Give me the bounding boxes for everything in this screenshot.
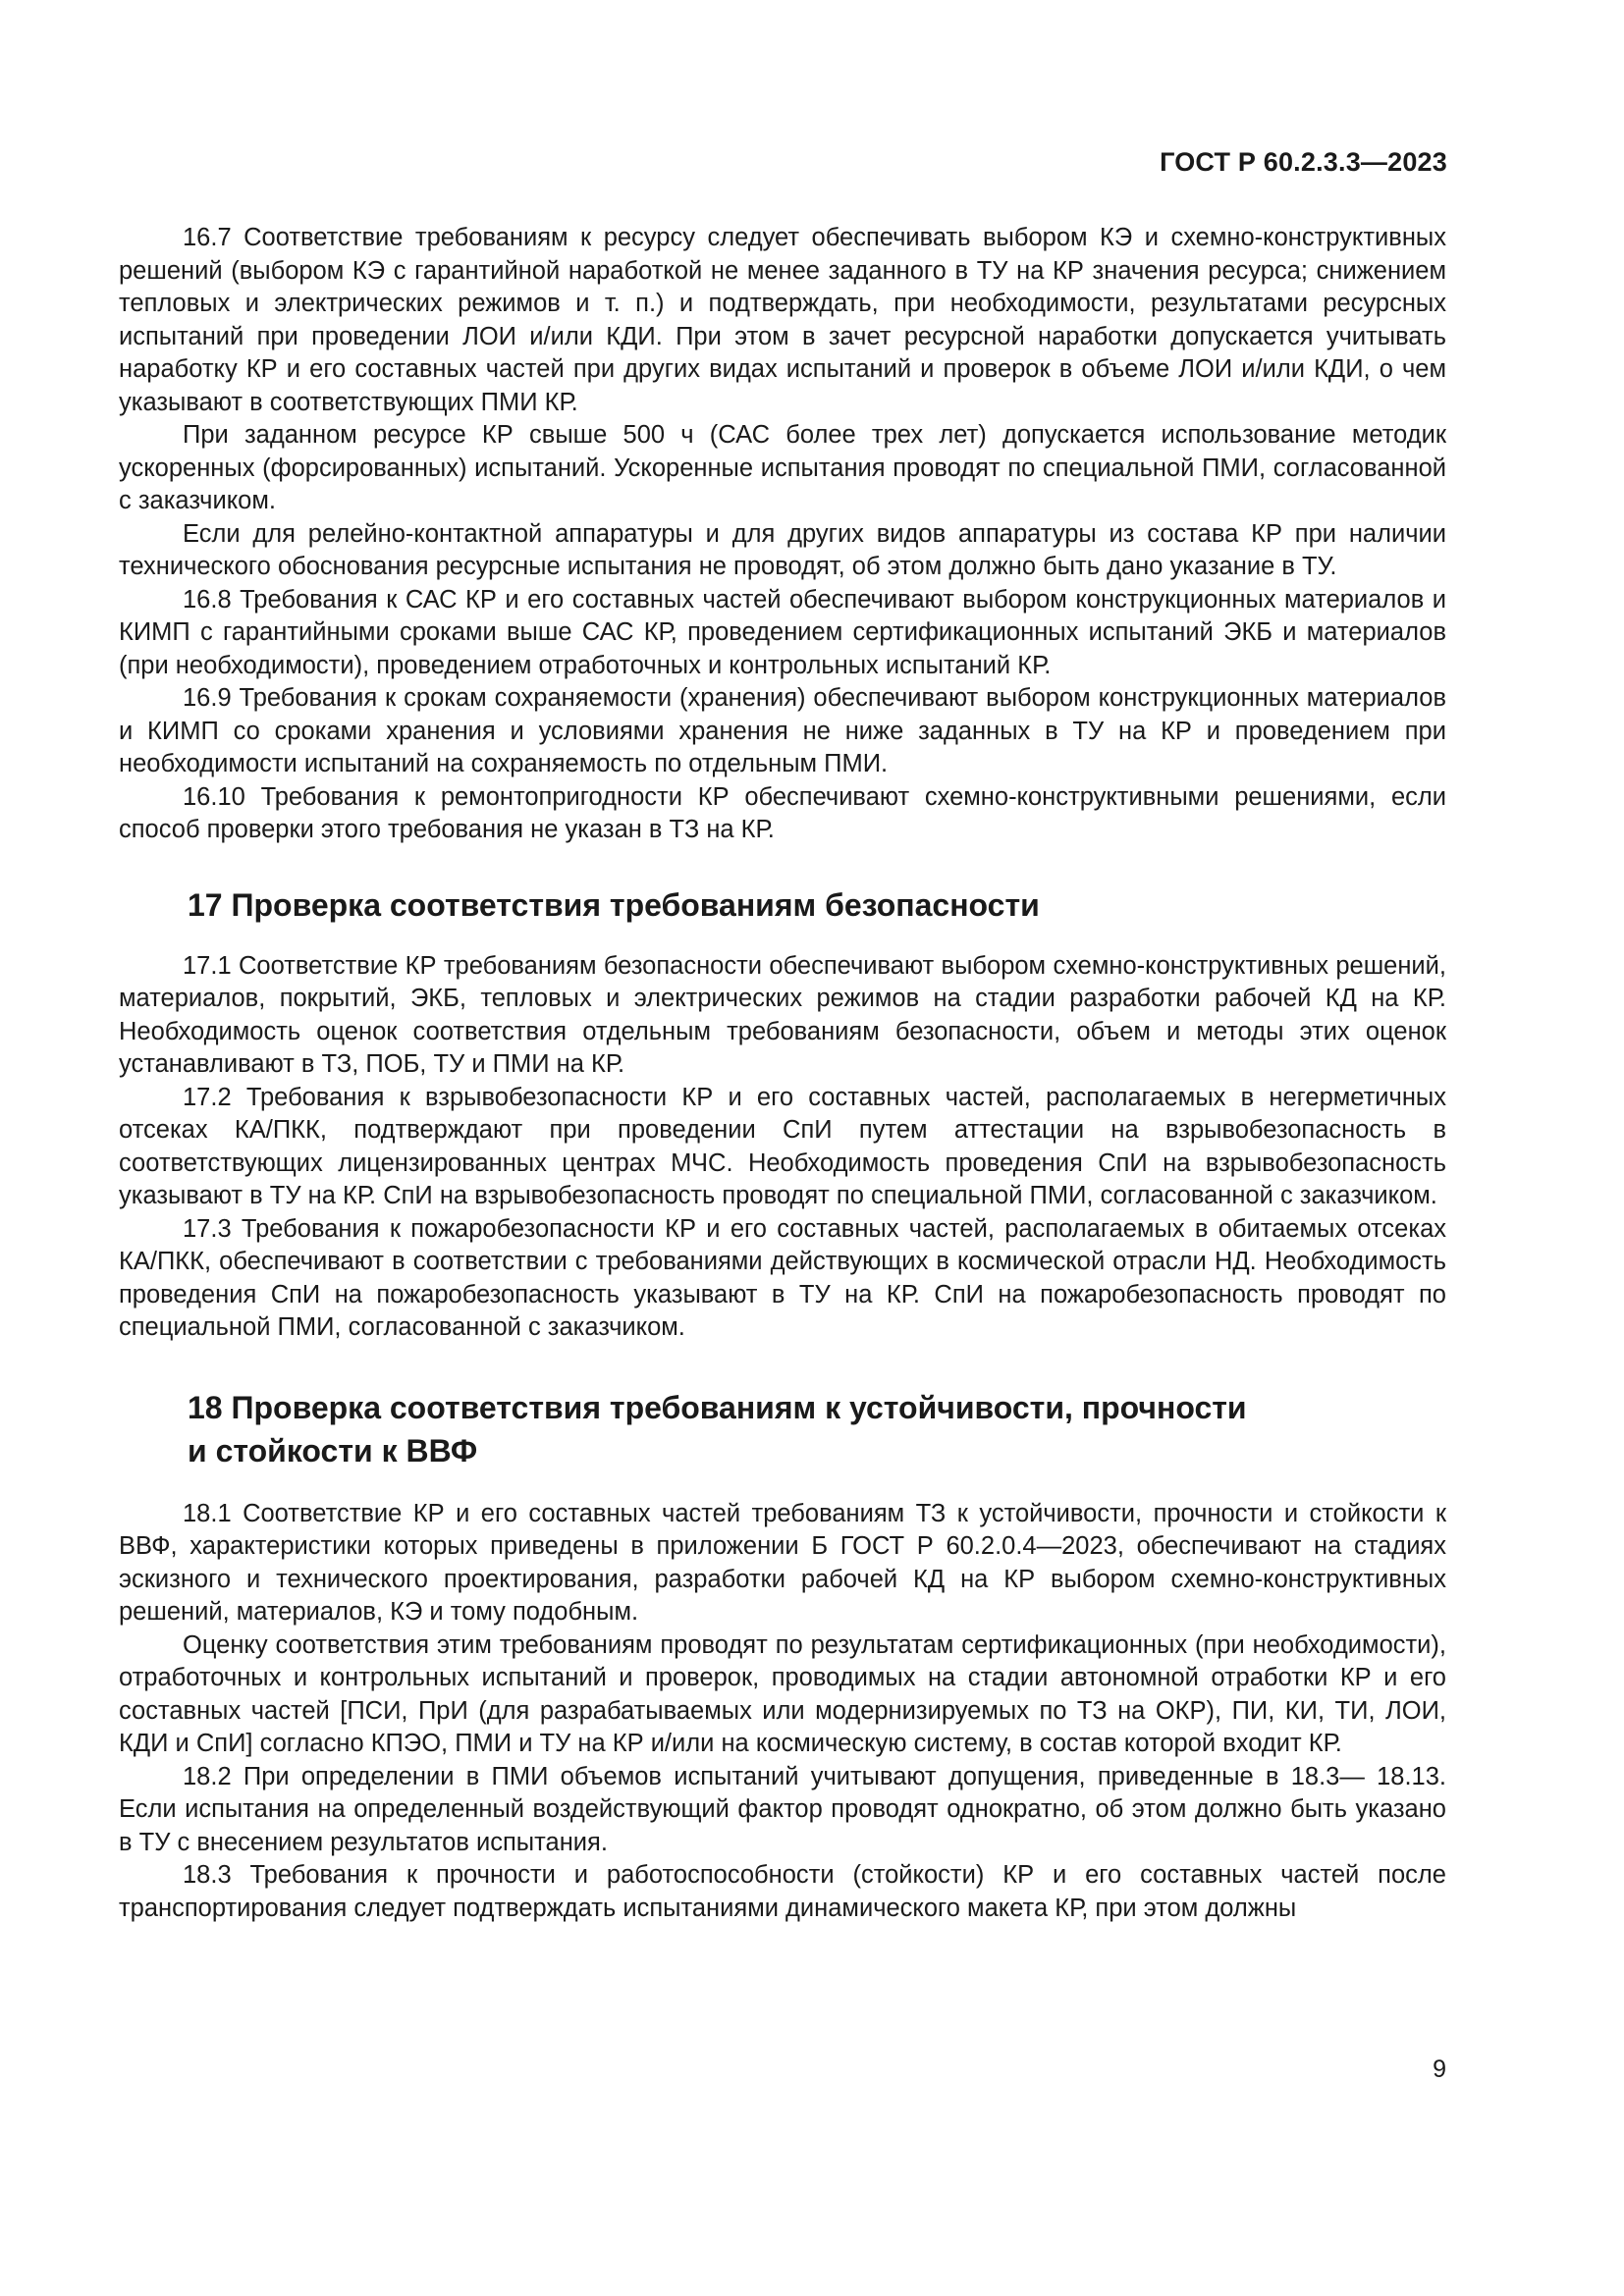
- section-17-heading: 17 Проверка соответствия требованиям безопасности: [188, 886, 1040, 923]
- paragraph-16-7-accelerated-tests: При заданном ресурсе КР свыше 500 ч (САС более трех лет) допускается использование методик ускоренных (форсированных) испытаний. Ускоренные испытания проводят по специальной ПМИ, согласованной с заказчиком.: [119, 421, 1446, 514]
- paragraph-17-1: 17.1 Соответствие КР требованиям безопасности обеспечивают выбором схемно-конструктивных решений, материалов, покрытий, ЭКБ, тепловых и электрических режимов на стадии разработки рабочей КД на КР. Необходимость оценок соответствия отдельным требованиям безопасности, объем и методы этих оценок устанавливают в ТЗ, ПОБ, ТУ и ПМИ на КР.: [119, 951, 1446, 1078]
- section-18-heading: [119, 1386, 1446, 1472]
- paragraph-17-2: 17.2 Требования к взрывобезопасности КР и его составных частей, располагаемых в негерметичных отсеках КА/ПКК, подтверждают при проведении СпИ путем аттестации на взрывобезопасность в соответствующих лицензированных центрах МЧС. Необходимость проведения СпИ на взрывобезопасность указывают в ТУ на КР. СпИ на взрывобезопасность проводят по специальной ПМИ, согласованной с заказчиком.: [119, 1083, 1446, 1209]
- paragraph-16-7-relay-equipment: Если для релейно-контактной аппаратуры и для других видов аппаратуры из состава КР при наличии технического обоснования ресурсные испытания не проводят, об этом должно быть дано указание в ТУ.: [119, 519, 1446, 580]
- paragraph-16-9: 16.9 Требования к срокам сохраняемости (хранения) обеспечивают выбором конструкционных материалов и КИМП со сроками хранения и условиями хранения не ниже заданных в ТУ на КР и проведением при необходимости испытаний на сохраняемость по отдельным ПМИ.: [119, 684, 1446, 777]
- section-18-heading-line1: 18 Проверка соответствия требованиям к устойчивости, прочности: [188, 1389, 1247, 1425]
- paragraph-16-10: 16.10 Требования к ремонтопригодности КР обеспечивают схемно-конструктивными решениями, если способ проверки этого требования не указан в ТЗ на КР.: [119, 782, 1446, 843]
- paragraph-16-8: 16.8 Требования к САС КР и его составных частей обеспечивают выбором конструкционных материалов и КИМП с гарантийными сроками выше САС КР, проведением сертификационных испытаний ЭКБ и материалов (при необходимости), проведением отработочных и контрольных испытаний КР.: [119, 585, 1446, 679]
- paragraph-17-3: 17.3 Требования к пожаробезопасности КР и его составных частей, располагаемых в обитаемых отсеках КА/ПКК, обеспечивают в соответствии с требованиями действующих в космической отрасли НД. Необходимость проведения СпИ на пожаробезопасность указывают в ТУ на КР. СпИ на пожаробезопасность проводят по специальной ПМИ, согласованной с заказчиком.: [119, 1214, 1446, 1341]
- page-number: 9: [1433, 2056, 1446, 2083]
- main-content: [119, 222, 1446, 1925]
- paragraph-18-1: 18.1 Соответствие КР и его составных частей требованиям ТЗ к устойчивости, прочности и стойкости к ВВФ, характеристики которых приведены в приложении Б ГОСТ Р 60.2.0.4—2023, обеспечивают на стадиях эскизного и технического проектирования, разработки рабочей КД на КР выбором схемно-конструктивных решений, материалов, КЭ и тому подобным.: [119, 1499, 1446, 1626]
- paragraph-16-7: 16.7 Соответствие требованиям к ресурсу следует обеспечивать выбором КЭ и схемно-конструктивных решений (выбором КЭ с гарантийной наработкой не менее заданного в ТУ на КР значения ресурса; снижением тепловых и электрических режимов и т. п.) и подтверждать, при необходимости, результатами ресурсных испытаний при проведении ЛОИ и/или КДИ. При этом в зачет ресурсной наработки допускается учитывать наработку КР и его составных частей при других видах испытаний и проверок в объеме ЛОИ и/или КДИ, о чем указывают в соответствующих ПМИ КР.: [119, 224, 1446, 416]
- standard-code-header: ГОСТ Р 60.2.3.3—2023: [1160, 147, 1447, 177]
- paragraph-18-1-assessment: Оценку соответствия этим требованиям проводят по результатам сертификационных (при необходимости), отработочных и контрольных испытаний и проверок, проводимых на стадии автономной отработки КР и его составных частей [ПСИ, ПрИ (для разрабатываемых или модернизируемых по ТЗ на ОКР), ПИ, КИ, ТИ, ЛОИ, КДИ и СпИ] согласно КПЭО, ПМИ и ТУ на КР и/или на космическую систему, в состав которой входит КР.: [119, 1630, 1446, 1757]
- paragraph-18-3: 18.3 Требования к прочности и работоспособности (стойкости) КР и его составных частей после транспортирования следует подтверждать испытаниями динамического макета КР, при этом должны: [119, 1861, 1446, 1922]
- section-18-heading-line2: и стойкости к ВВФ: [188, 1432, 478, 1468]
- paragraph-18-2: 18.2 При определении в ПМИ объемов испытаний учитывают допущения, приведенные в 18.3— 18.13. Если испытания на определенный воздействующий фактор проводят однократно, об этом должно быть указано в ТУ с внесением результатов испытания.: [119, 1762, 1446, 1856]
